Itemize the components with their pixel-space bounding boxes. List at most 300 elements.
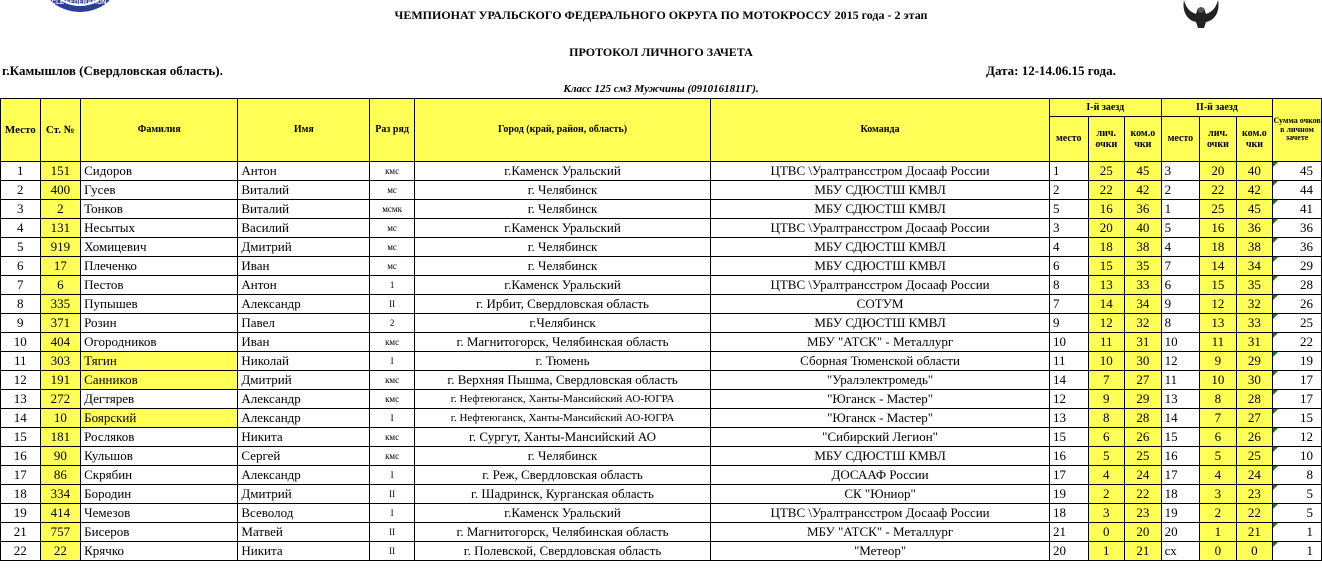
cell-surname: Пупышев: [81, 295, 238, 314]
cell-race2-points: 18: [1200, 238, 1237, 257]
cell-race2-points: 22: [1200, 181, 1237, 200]
cell-race1-points: 8: [1088, 409, 1125, 428]
cell-start-number: 181: [40, 428, 81, 447]
header-rank: Раз ряд: [370, 99, 415, 162]
cell-total: 44: [1273, 181, 1322, 200]
cell-race2-place: 7: [1161, 257, 1200, 276]
cell-race1-team-points: 42: [1125, 181, 1162, 200]
cell-race1-place: 18: [1049, 504, 1088, 523]
cell-team: МБУ СДЮСТШ КМВЛ: [711, 181, 1050, 200]
cell-team: МБУ "АТСК" - Металлург: [711, 333, 1050, 352]
cell-race2-team-points: 45: [1236, 200, 1273, 219]
cell-start-number: 757: [40, 523, 81, 542]
cell-race2-team-points: 21: [1236, 523, 1273, 542]
cell-place: 18: [1, 485, 41, 504]
cell-race2-place: 9: [1161, 295, 1200, 314]
cell-race2-place: 2: [1161, 181, 1200, 200]
cell-surname: Санников: [81, 371, 238, 390]
cell-team: МБУ СДЮСТШ КМВЛ: [711, 200, 1050, 219]
cell-race2-place: 8: [1161, 314, 1200, 333]
cell-race2-points: 16: [1200, 219, 1237, 238]
cell-race2-points: 0: [1200, 542, 1237, 561]
cell-race2-points: 20: [1200, 162, 1237, 181]
cell-race1-points: 25: [1088, 162, 1125, 181]
cell-place: 8: [1, 295, 41, 314]
cell-team: Сборная Тюменской области: [711, 352, 1050, 371]
cell-city: г. Челябинск: [414, 238, 710, 257]
cell-city: г.Каменск Уральский: [414, 162, 710, 181]
cell-team: "Уралэлектромедь": [711, 371, 1050, 390]
header-surname: Фамилия: [81, 99, 238, 162]
cell-name: Александр: [238, 390, 370, 409]
cell-race2-place: 3: [1161, 162, 1200, 181]
cell-rank: I: [370, 352, 415, 371]
cell-race1-team-points: 20: [1125, 523, 1162, 542]
header-name: Имя: [238, 99, 370, 162]
cell-race1-place: 12: [1049, 390, 1088, 409]
cell-start-number: 90: [40, 447, 81, 466]
cell-race2-place: 17: [1161, 466, 1200, 485]
cell-total: 12: [1273, 428, 1322, 447]
cell-team: ЦТВС \Уралтрансстром Досааф России: [711, 504, 1050, 523]
cell-rank: II: [370, 485, 415, 504]
header-city: Город (край, район, область): [414, 99, 710, 162]
cell-team: МБУ "АТСК" - Металлург: [711, 523, 1050, 542]
table-row: [1, 295, 1322, 314]
cell-place: 9: [1, 314, 41, 333]
cell-start-number: 414: [40, 504, 81, 523]
cell-race1-team-points: 21: [1125, 542, 1162, 561]
header-race2-points: лич. очки: [1200, 117, 1237, 162]
cell-surname: Розин: [81, 314, 238, 333]
cell-race2-points: 10: [1200, 371, 1237, 390]
cell-total: 29: [1273, 257, 1322, 276]
cell-team: "Юганск - Мастер": [711, 409, 1050, 428]
cell-total: 36: [1273, 219, 1322, 238]
cell-race2-place: 1: [1161, 200, 1200, 219]
page-title: ЧЕМПИОНАТ УРАЛЬСКОГО ФЕДЕРАЛЬНОГО ОКРУГА ПО МОТОКРОССУ 2015 года - 2 этап: [394, 8, 928, 22]
protocol-title: ПРОТОКОЛ ЛИЧНОГО ЗАЧЕТА: [569, 45, 753, 59]
cell-place: 12: [1, 371, 41, 390]
table-row: [1, 200, 1322, 219]
cell-total: 5: [1273, 485, 1322, 504]
cell-rank: 1: [370, 276, 415, 295]
cell-name: Антон: [238, 162, 370, 181]
cell-place: 3: [1, 200, 41, 219]
cell-team: "Юганск - Мастер": [711, 390, 1050, 409]
cell-race1-team-points: 26: [1125, 428, 1162, 447]
cell-race1-points: 2: [1088, 485, 1125, 504]
cell-race2-team-points: 0: [1236, 542, 1273, 561]
cell-place: 22: [1, 542, 41, 561]
cell-race2-place: 14: [1161, 409, 1200, 428]
cell-start-number: 303: [40, 352, 81, 371]
cell-place: 21: [1, 523, 41, 542]
cell-race1-place: 8: [1049, 276, 1088, 295]
cell-race2-points: 8: [1200, 390, 1237, 409]
cell-name: Антон: [238, 276, 370, 295]
cell-race1-points: 12: [1088, 314, 1125, 333]
cell-start-number: 151: [40, 162, 81, 181]
table-row: [1, 314, 1322, 333]
cell-rank: мс: [370, 181, 415, 200]
cell-city: г. Сургут, Ханты-Мансийский АО: [414, 428, 710, 447]
cell-surname: Боярский: [81, 409, 238, 428]
cell-city: г.Каменск Уральский: [414, 219, 710, 238]
cell-race1-team-points: 30: [1125, 352, 1162, 371]
cell-total: 28: [1273, 276, 1322, 295]
cell-race1-team-points: 29: [1125, 390, 1162, 409]
cell-city: г. Нефтеюганск, Ханты-Мансийский АО-ЮГРА: [414, 390, 710, 409]
cell-rank: кмс: [370, 428, 415, 447]
cell-race2-place: 16: [1161, 447, 1200, 466]
cell-race2-team-points: 42: [1236, 181, 1273, 200]
cell-name: Никита: [238, 542, 370, 561]
cell-start-number: 22: [40, 542, 81, 561]
cell-start-number: 86: [40, 466, 81, 485]
cell-start-number: 191: [40, 371, 81, 390]
cell-total: 22: [1273, 333, 1322, 352]
cell-race1-points: 13: [1088, 276, 1125, 295]
cell-start-number: 6: [40, 276, 81, 295]
cell-name: Александр: [238, 295, 370, 314]
cell-race1-place: 2: [1049, 181, 1088, 200]
cell-total: 17: [1273, 390, 1322, 409]
cell-rank: мс: [370, 238, 415, 257]
cell-race1-points: 20: [1088, 219, 1125, 238]
cell-city: г. Челябинск: [414, 447, 710, 466]
cell-surname: Росляков: [81, 428, 238, 447]
cell-surname: Тягин: [81, 352, 238, 371]
cell-surname: Крячко: [81, 542, 238, 561]
cell-team: ЦТВС \Уралтрансстром Досааф России: [711, 276, 1050, 295]
cell-start-number: 2: [40, 200, 81, 219]
cell-name: Сергей: [238, 447, 370, 466]
cell-rank: I: [370, 504, 415, 523]
header-race2-place: место: [1161, 117, 1200, 162]
cell-rank: 2: [370, 314, 415, 333]
cell-team: МБУ СДЮСТШ КМВЛ: [711, 257, 1050, 276]
cell-race1-points: 14: [1088, 295, 1125, 314]
table-row: [1, 485, 1322, 504]
cell-race2-points: 1: [1200, 523, 1237, 542]
cell-place: 11: [1, 352, 41, 371]
cell-surname: Бисеров: [81, 523, 238, 542]
cell-race1-place: 10: [1049, 333, 1088, 352]
table-row: [1, 276, 1322, 295]
cell-total: 17: [1273, 371, 1322, 390]
cell-race2-team-points: 23: [1236, 485, 1273, 504]
cell-place: 10: [1, 333, 41, 352]
cell-city: г. Челябинск: [414, 257, 710, 276]
cell-race1-place: 5: [1049, 200, 1088, 219]
cell-race2-points: 15: [1200, 276, 1237, 295]
table-row: [1, 428, 1322, 447]
cell-race2-place: 4: [1161, 238, 1200, 257]
cell-start-number: 400: [40, 181, 81, 200]
cell-race1-team-points: 22: [1125, 485, 1162, 504]
cell-race2-points: 12: [1200, 295, 1237, 314]
table-row: [1, 257, 1322, 276]
cell-name: Матвей: [238, 523, 370, 542]
cell-race2-place: 5: [1161, 219, 1200, 238]
cell-race1-place: 14: [1049, 371, 1088, 390]
cell-race2-team-points: 38: [1236, 238, 1273, 257]
cell-race2-team-points: 27: [1236, 409, 1273, 428]
cell-race2-points: 6: [1200, 428, 1237, 447]
cell-name: Василий: [238, 219, 370, 238]
cell-start-number: 371: [40, 314, 81, 333]
cell-race1-place: 1: [1049, 162, 1088, 181]
cell-race1-points: 1: [1088, 542, 1125, 561]
cell-race1-team-points: 36: [1125, 200, 1162, 219]
cell-total: 41: [1273, 200, 1322, 219]
cell-city: г. Челябинск: [414, 181, 710, 200]
cell-race2-team-points: 28: [1236, 390, 1273, 409]
header-team: Команда: [711, 99, 1050, 162]
header-total: Сумма очков в личном зачете: [1273, 99, 1322, 162]
cell-race2-place: 20: [1161, 523, 1200, 542]
cell-place: 2: [1, 181, 41, 200]
cell-race1-place: 16: [1049, 447, 1088, 466]
cell-race2-team-points: 29: [1236, 352, 1273, 371]
cell-total: 26: [1273, 295, 1322, 314]
cell-race1-points: 7: [1088, 371, 1125, 390]
cell-rank: кмс: [370, 333, 415, 352]
cell-race1-place: 11: [1049, 352, 1088, 371]
cell-race2-points: 3: [1200, 485, 1237, 504]
cell-city: г.Челябинск: [414, 314, 710, 333]
cell-city: г.Каменск Уральский: [414, 504, 710, 523]
cell-team: СК "Юниор": [711, 485, 1050, 504]
cell-place: 13: [1, 390, 41, 409]
cell-surname: Бородин: [81, 485, 238, 504]
cell-surname: Сидоров: [81, 162, 238, 181]
cell-start-number: 17: [40, 257, 81, 276]
cell-name: Никита: [238, 428, 370, 447]
cell-race1-place: 3: [1049, 219, 1088, 238]
cell-rank: мс: [370, 257, 415, 276]
logo-text: CYCLE FEDERATION OF: [42, 0, 118, 6]
cell-race1-team-points: 38: [1125, 238, 1162, 257]
cell-name: Иван: [238, 333, 370, 352]
cell-city: г. Тюмень: [414, 352, 710, 371]
cell-rank: кмс: [370, 371, 415, 390]
cell-team: "Сибирский Легион": [711, 428, 1050, 447]
cell-team: "Метеор": [711, 542, 1050, 561]
cell-race2-points: 4: [1200, 466, 1237, 485]
cell-race1-place: 17: [1049, 466, 1088, 485]
cell-race1-team-points: 40: [1125, 219, 1162, 238]
cell-race2-place: 18: [1161, 485, 1200, 504]
cell-rank: II: [370, 523, 415, 542]
cell-race2-team-points: 32: [1236, 295, 1273, 314]
table-row: [1, 447, 1322, 466]
cell-race2-team-points: 24: [1236, 466, 1273, 485]
cell-surname: Тонков: [81, 200, 238, 219]
cell-race2-points: 25: [1200, 200, 1237, 219]
header-race1-place: место: [1049, 117, 1088, 162]
cell-race1-place: 4: [1049, 238, 1088, 257]
cell-race2-team-points: 30: [1236, 371, 1273, 390]
cell-race1-points: 22: [1088, 181, 1125, 200]
cell-surname: Дегтярев: [81, 390, 238, 409]
cell-start-number: 272: [40, 390, 81, 409]
cell-total: 19: [1273, 352, 1322, 371]
table-row: [1, 542, 1322, 561]
header-start-number: Ст. №: [40, 99, 81, 162]
cell-total: 5: [1273, 504, 1322, 523]
cell-race2-points: 14: [1200, 257, 1237, 276]
cell-race2-team-points: 34: [1236, 257, 1273, 276]
cell-race2-points: 11: [1200, 333, 1237, 352]
cell-race2-team-points: 25: [1236, 447, 1273, 466]
cell-race2-place: 11: [1161, 371, 1200, 390]
cell-team: ЦТВС \Уралтрансстром Досааф России: [711, 219, 1050, 238]
cell-name: Павел: [238, 314, 370, 333]
cell-rank: II: [370, 295, 415, 314]
cell-race1-points: 0: [1088, 523, 1125, 542]
cell-name: Виталий: [238, 200, 370, 219]
cell-city: г.Каменск Уральский: [414, 276, 710, 295]
cell-race1-team-points: 31: [1125, 333, 1162, 352]
cell-place: 5: [1, 238, 41, 257]
cell-team: ЦТВС \Уралтрансстром Досааф России: [711, 162, 1050, 181]
cell-city: г. Магнитогорск, Челябинская область: [414, 333, 710, 352]
cell-race1-place: 20: [1049, 542, 1088, 561]
cell-rank: II: [370, 542, 415, 561]
cell-race1-team-points: 45: [1125, 162, 1162, 181]
cell-rank: I: [370, 466, 415, 485]
cell-total: 45: [1273, 162, 1322, 181]
cell-city: г. Челябинск: [414, 200, 710, 219]
cell-race1-team-points: 35: [1125, 257, 1162, 276]
cell-place: 7: [1, 276, 41, 295]
cell-race1-place: 6: [1049, 257, 1088, 276]
table-row: [1, 466, 1322, 485]
event-date: Дата: 12-14.06.15 года.: [986, 63, 1116, 78]
cell-city: г. Реж, Свердловская область: [414, 466, 710, 485]
cell-race1-team-points: 28: [1125, 409, 1162, 428]
cell-city: г. Шадринск, Курганская область: [414, 485, 710, 504]
cell-race2-place: 15: [1161, 428, 1200, 447]
cell-race1-points: 18: [1088, 238, 1125, 257]
cell-race1-points: 5: [1088, 447, 1125, 466]
cell-name: Виталий: [238, 181, 370, 200]
cell-surname: Кульшов: [81, 447, 238, 466]
cell-race1-team-points: 34: [1125, 295, 1162, 314]
table-row: [1, 238, 1322, 257]
cell-race1-place: 21: [1049, 523, 1088, 542]
cell-race1-team-points: 24: [1125, 466, 1162, 485]
cell-rank: I: [370, 409, 415, 428]
table-row: [1, 371, 1322, 390]
class-caption: Класс 125 см3 Мужчины (0910161811Г).: [563, 83, 759, 95]
cell-name: Александр: [238, 409, 370, 428]
cell-rank: мсмк: [370, 200, 415, 219]
cell-start-number: 404: [40, 333, 81, 352]
cell-race2-place: сх: [1161, 542, 1200, 561]
cell-name: Александр: [238, 466, 370, 485]
cell-race2-points: 7: [1200, 409, 1237, 428]
cell-race1-points: 10: [1088, 352, 1125, 371]
cell-rank: кмс: [370, 162, 415, 181]
cell-place: 6: [1, 257, 41, 276]
cell-race1-points: 6: [1088, 428, 1125, 447]
cell-race1-points: 15: [1088, 257, 1125, 276]
cell-surname: Огородников: [81, 333, 238, 352]
cell-place: 4: [1, 219, 41, 238]
cell-race2-place: 6: [1161, 276, 1200, 295]
cell-surname: Чемезов: [81, 504, 238, 523]
cell-city: г. Верхняя Пышма, Свердловская область: [414, 371, 710, 390]
cell-race2-team-points: 40: [1236, 162, 1273, 181]
cell-race2-points: 5: [1200, 447, 1237, 466]
cell-total: 1: [1273, 542, 1322, 561]
cell-race2-team-points: 33: [1236, 314, 1273, 333]
cell-race1-team-points: 25: [1125, 447, 1162, 466]
cell-race2-place: 12: [1161, 352, 1200, 371]
cell-start-number: 919: [40, 238, 81, 257]
cell-start-number: 131: [40, 219, 81, 238]
event-location: г.Камышлов (Свердловская область).: [2, 63, 223, 78]
cell-total: 15: [1273, 409, 1322, 428]
cell-race1-points: 4: [1088, 466, 1125, 485]
cell-race2-team-points: 36: [1236, 219, 1273, 238]
cell-place: 19: [1, 504, 41, 523]
cell-rank: кмс: [370, 390, 415, 409]
cell-name: Николай: [238, 352, 370, 371]
cell-total: 10: [1273, 447, 1322, 466]
cell-team: МБУ СДЮСТШ КМВЛ: [711, 238, 1050, 257]
header-race1-team-points: ком.о чки: [1125, 117, 1162, 162]
header-race-2: II-й заезд: [1161, 99, 1273, 117]
cell-race1-place: 9: [1049, 314, 1088, 333]
cell-name: Иван: [238, 257, 370, 276]
cell-race1-place: 15: [1049, 428, 1088, 447]
table-row: [1, 504, 1322, 523]
cell-start-number: 335: [40, 295, 81, 314]
cell-race2-team-points: 22: [1236, 504, 1273, 523]
header-race2-team-points: ком.о чки: [1236, 117, 1273, 162]
cell-race2-team-points: 35: [1236, 276, 1273, 295]
cell-surname: Несытых: [81, 219, 238, 238]
cell-race2-team-points: 26: [1236, 428, 1273, 447]
table-row: [1, 409, 1322, 428]
cell-rank: мс: [370, 219, 415, 238]
table-row: [1, 390, 1322, 409]
cell-race2-place: 13: [1161, 390, 1200, 409]
cell-place: 14: [1, 409, 41, 428]
cell-race1-team-points: 32: [1125, 314, 1162, 333]
cell-total: 1: [1273, 523, 1322, 542]
cell-city: г. Полевской, Свердловская область: [414, 542, 710, 561]
cell-rank: кмс: [370, 447, 415, 466]
cell-race1-points: 9: [1088, 390, 1125, 409]
cell-race2-place: 19: [1161, 504, 1200, 523]
cell-place: 17: [1, 466, 41, 485]
cell-race1-points: 11: [1088, 333, 1125, 352]
cell-name: Всеволод: [238, 504, 370, 523]
cell-race2-points: 2: [1200, 504, 1237, 523]
cell-city: г. Нефтеюганск, Ханты-Мансийский АО-ЮГРА: [414, 409, 710, 428]
cell-race1-team-points: 23: [1125, 504, 1162, 523]
cell-city: г. Магнитогорск, Челябинская область: [414, 523, 710, 542]
cell-race1-team-points: 27: [1125, 371, 1162, 390]
cell-place: 15: [1, 428, 41, 447]
cell-team: СОТУМ: [711, 295, 1050, 314]
cell-race1-points: 16: [1088, 200, 1125, 219]
